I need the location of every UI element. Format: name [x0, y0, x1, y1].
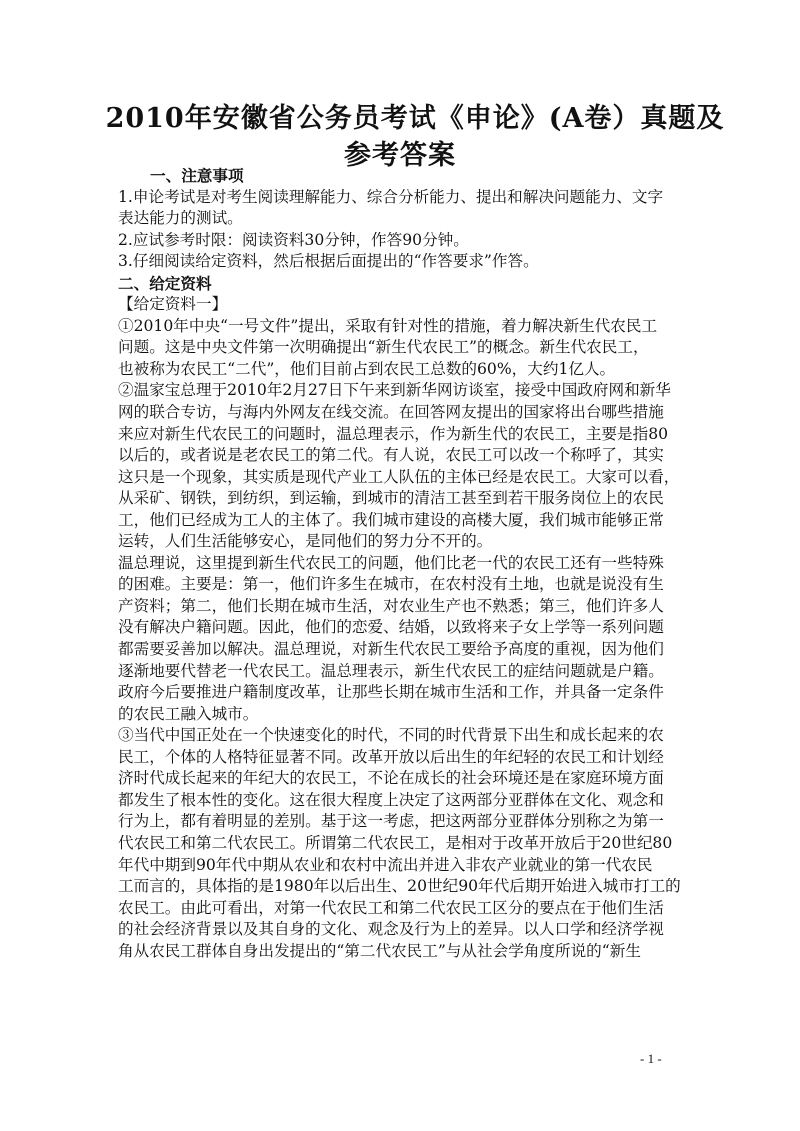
text-line: 都需要妥善加以解决。温总理说，对新生代农民工要给予高度的重视，因为他们 [118, 640, 664, 659]
text-line: 逐渐地要代替老一代农民工。温总理表示，新生代农民工的症结问题就是户籍。 [118, 661, 664, 680]
text-line: 温总理说，这里提到新生代农民工的问题，他们比老一代的农民工还有一些特殊 [118, 553, 664, 572]
text-line: 代农民工和第二代农民工。所谓第二代农民工，是相对于改革开放后于20世纪80 [118, 833, 673, 852]
text-line: ③当代中国正处在一个快速变化的时代，不同的时代背景下出生和成长起来的农 [118, 726, 664, 745]
text-line: 运转，人们生活能够安心，是同他们的努力分不开的。 [118, 532, 493, 551]
section-heading: 一、注意事项 [150, 166, 244, 185]
page-number: - 1 - [640, 1051, 662, 1066]
text-line: ①2010年中央“一号文件”提出，采取有针对性的措施，着力解决新生代农民工 [118, 316, 658, 335]
text-line: 的困难。主要是：第一，他们许多生在城市，在农村没有土地，也就是说没有生 [118, 575, 664, 594]
text-line: 的农民工融入城市。 [118, 704, 259, 723]
document-title-line-2: 参考答案 [344, 140, 456, 171]
text-line: 以后的，或者说是老农民工的第二代。有人说，农民工可以改一个称呼了，其实 [118, 446, 664, 465]
text-line: 的社会经济背景以及其自身的文化、观念及行为上的差异。以人口学和经济学视 [118, 920, 664, 939]
text-line: 年代中期到90年代中期从农业和农村中流出并进入非农产业就业的第一代农民 [118, 855, 653, 874]
text-line: 行为上，都有着明显的差别。基于这一考虑，把这两部分亚群体分别称之为第一 [118, 812, 664, 831]
text-line: 政府今后要推进户籍制度改革，让那些长期在城市生活和工作，并具备一定条件 [118, 683, 664, 702]
document-title-line-1: 2010年安徽省公务员考试《申论》(A卷）真题及 [105, 103, 725, 134]
text-line: 2.应试参考时限：阅读资料30分钟，作答90分钟。 [118, 230, 469, 249]
text-line: 表达能力的测试。 [118, 209, 243, 228]
text-line: 这只是一个现象，其实质是现代产业工人队伍的主体已经是农民工。大家可以看， [118, 467, 680, 486]
text-line: 也被称为农民工“二代”，他们目前占到农民工总数的60%，大约1亿人。 [118, 359, 616, 378]
text-line: 农民工。由此可看出，对第一代农民工和第二代农民工区分的要点在于他们生活 [118, 898, 664, 917]
text-line: 济时代成长起来的年纪大的农民工，不论在成长的社会环境还是在家庭环境方面 [118, 769, 664, 788]
text-line: 角从农民工群体自身出发提出的“第二代农民工”与从社会学角度所说的“新生 [118, 941, 641, 960]
text-line: 问题。这是中央文件第一次明确提出“新生代农民工”的概念。新生代农民工， [118, 338, 649, 357]
text-line: 从采矿、钢铁，到纺织，到运输，到城市的清洁工甚至到若干服务岗位上的农民 [118, 489, 664, 508]
section-heading: 二、给定资料 [118, 273, 212, 293]
material-heading: 【给定资料一】 [118, 295, 228, 314]
text-line: 工而言的，具体指的是1980年以后出生、20世纪90年代后期开始进入城市打工的 [118, 877, 681, 896]
text-line: 网的联合专访，与海内外网友在线交流。在回答网友提出的国家将出台哪些措施 [118, 403, 664, 422]
text-line: 来应对新生代农民工的问题时，温总理表示，作为新生代的农民工，主要是指80 [118, 424, 669, 443]
text-line: 3.仔细阅读给定资料，然后根据后面提出的“作答要求”作答。 [118, 252, 539, 271]
text-line: 都发生了根本性的变化。这在很大程度上决定了这两部分亚群体在文化、观念和 [118, 790, 664, 809]
text-line: ②温家宝总理于2010年2月27日下午来到新华网访谈室，接受中国政府网和新华 [118, 381, 671, 400]
text-line: 民工，个体的人格特征显著不同。改革开放以后出生的年纪轻的农民工和计划经 [118, 747, 664, 766]
text-line: 工，他们已经成为工人的主体了。我们城市建设的高楼大厦，我们城市能够正常 [118, 510, 664, 529]
text-line: 产资料；第二，他们长期在城市生活，对农业生产也不熟悉；第三，他们许多人 [118, 596, 664, 615]
text-line: 1.申论考试是对考生阅读理解能力、综合分析能力、提出和解决问题能力、文字 [118, 187, 664, 206]
document-body [118, 165, 684, 962]
text-line: 没有解决户籍问题。因此，他们的恋爱、结婚，以致将来子女上学等一系列问题 [118, 618, 664, 637]
